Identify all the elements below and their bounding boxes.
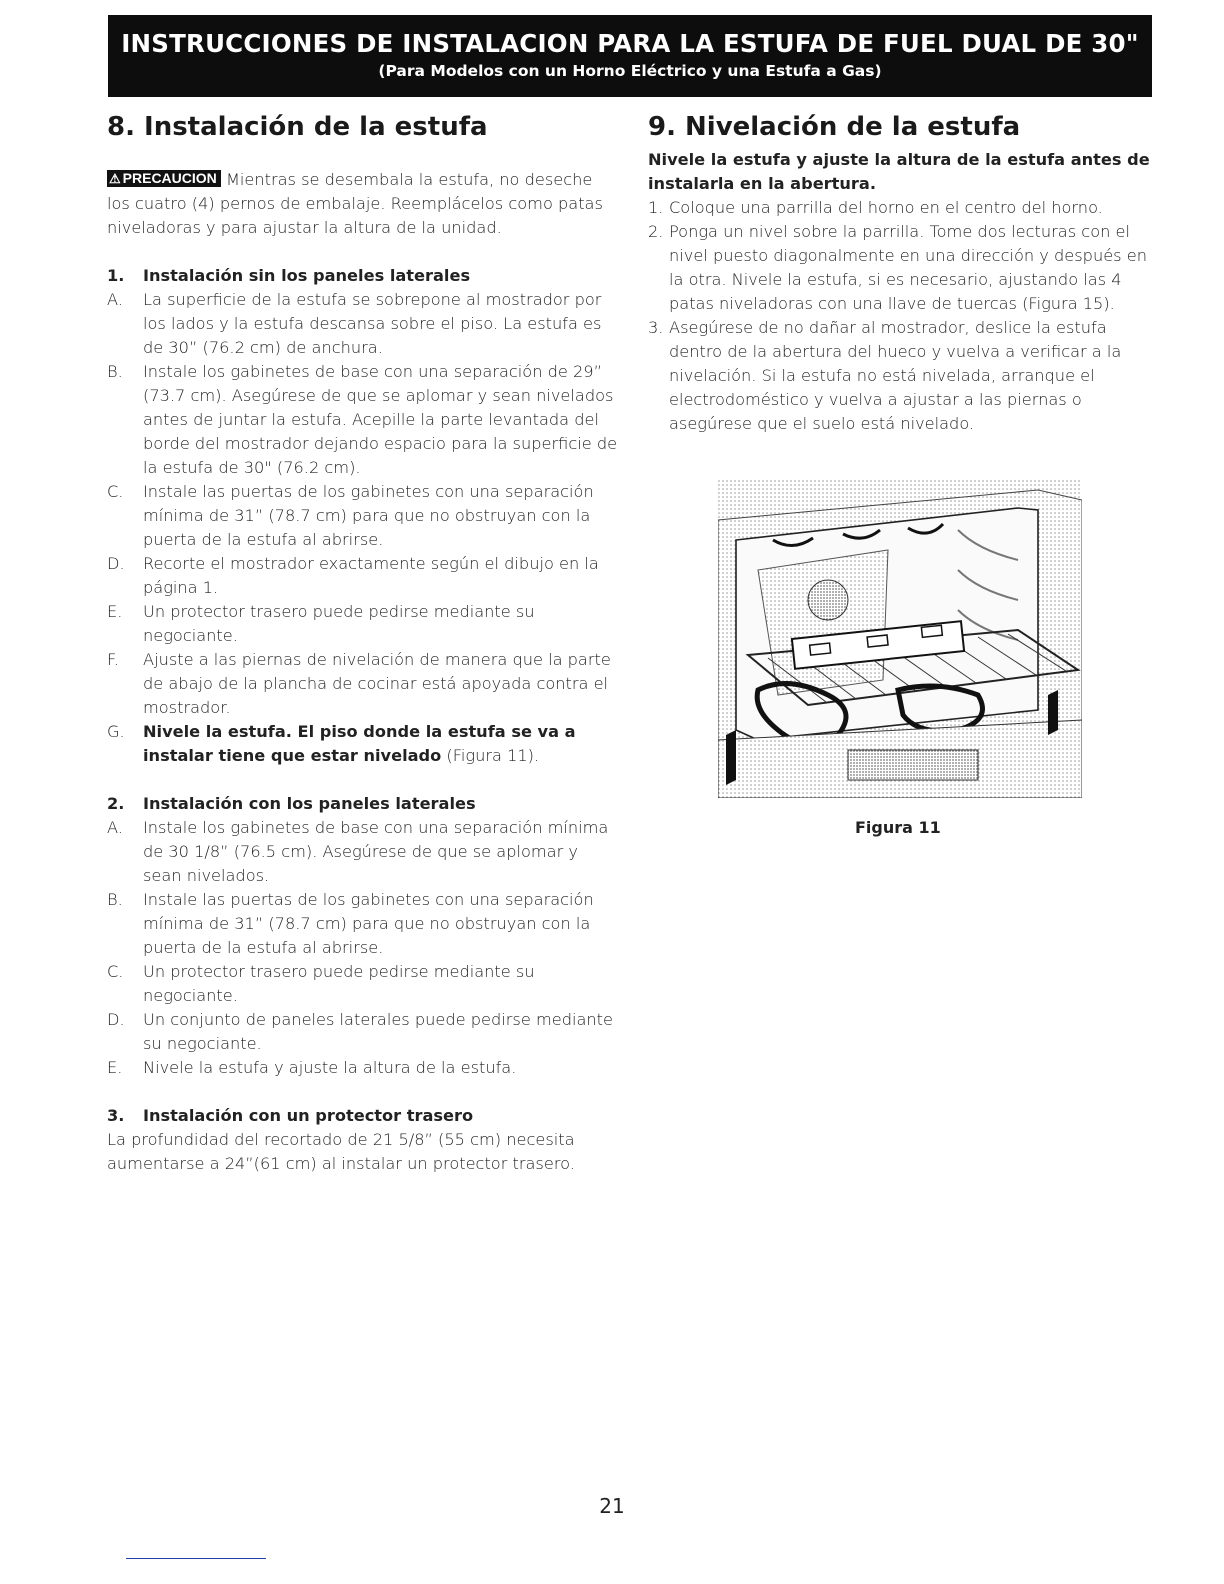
list-marker: D. [107,554,125,573]
list-text: Instale las puertas de los gabinetes con una separación mínima de 31” (78.7 cm) para que no obstruyan con la puerta de la estufa al abrirse. [143,482,594,549]
list-text: Ajuste a las piernas de nivelación de manera que la parte de abajo de la plancha de cocinar está apoyada contra el mostrador. [143,650,611,717]
list-marker: G. [107,722,125,741]
list-text: La superficie de la estufa se sobrepone al mostrador por los lados y la estufa descansa sobre el piso. La estufa es de 30” (76.2 cm) de anchura. [143,290,602,357]
subsection-title: Instalación sin los paneles laterales [143,266,471,285]
document-subtitle: (Para Modelos con un Horno Eléctrico y una Estufa a Gas) [378,62,882,80]
list-item [107,960,619,1008]
list-text: Asegúrese de no dañar al mostrador, deslice la estufa dentro de la abertura del hueco y vuelva a verificar a la nivelación. Si la estufa no está nivelada, arranque el electrodoméstico y vuelva a ajustar a las piernas o asegúrese que el suelo está nivelado. [669,318,1122,433]
list-marker: A. [107,818,123,837]
list-item [107,720,619,768]
subsection-title: Instalación con los paneles laterales [143,794,476,813]
caution-badge [107,170,221,187]
title-banner [108,15,1152,97]
list-item [107,888,619,960]
left-column [107,108,619,1176]
list-marker: A. [107,290,123,309]
list-marker: 2. [648,222,664,241]
list-item [107,1056,619,1080]
list-item [107,360,619,480]
list-item [107,816,619,888]
subsection-number: 3. [107,1106,125,1125]
subsection-1-list [107,288,619,768]
list-marker: D. [107,1010,125,1029]
list-marker: E. [107,1058,123,1077]
document-title: INSTRUCCIONES DE INSTALACION PARA LA ESTUFA DE FUEL DUAL DE 30" [121,29,1139,58]
list-text: Un conjunto de paneles laterales puede pedirse mediante su negociante. [143,1010,613,1053]
list-marker: F. [107,650,119,669]
list-item [648,196,1153,220]
list-text-bold: Nivele la estufa. El piso donde la estufa se va a instalar tiene que estar nivelado [143,722,576,765]
list-item [648,316,1153,436]
list-text: Un protector trasero puede pedirse mediante su negociante. [143,602,535,645]
list-text: Instale las puertas de los gabinetes con una separación mínima de 31” (78.7 cm) para que no obstruyan con la puerta de la estufa al abrirse. [143,890,594,957]
list-text: Instale los gabinetes de base con una separación mínima de 30 1/8” (76.5 cm). Asegúrese de que se aplomar y sean nivelados. [143,818,609,885]
list-text: (Figura 11). [441,746,540,765]
section-9-lead: Nivele la estufa y ajuste la altura de la estufa antes de instalarla en la abertura. [648,150,1150,193]
list-item [107,600,619,648]
list-text: Recorte el mostrador exactamente según el dibujo en la página 1. [143,554,599,597]
section-9-heading: 9. Nivelación de la estufa [648,112,1021,142]
list-marker: 1. [648,198,664,217]
list-marker: E. [107,602,123,621]
subsection-2-list [107,816,619,1080]
subsection-number: 2. [107,794,125,813]
footer-rule [126,1558,266,1559]
list-marker: C. [107,482,124,501]
list-text: Coloque una parrilla del horno en el centro del horno. [669,198,1103,217]
list-text: Ponga un nivel sobre la parrilla. Tome dos lecturas con el nivel puesto diagonalmente en una dirección y después en la otra. Nivele la estufa, si es necesario, ajustando las 4 patas niveladoras con una llave de tuercas (Figura 15). [669,222,1147,313]
list-text: Un protector trasero puede pedirse mediante su negociante. [143,962,535,1005]
list-item [107,1008,619,1056]
caution-text: Mientras se desembala la estufa, no deseche los cuatro (4) pernos de embalaje. Reemplácelos como patas niveladoras y para ajustar la altura de la unidad. [107,170,603,237]
list-marker: C. [107,962,124,981]
list-item [107,480,619,552]
section-9-list [648,196,1153,436]
subsection-3-text: La profundidad del recortado de 21 5/8” (55 cm) necesita aumentarse a 24”(61 cm) al instalar un protector trasero. [107,1130,575,1173]
list-marker: B. [107,890,123,909]
right-column [648,108,1153,436]
list-item [107,552,619,600]
list-item [107,648,619,720]
oven-leveling-illustration [718,480,1082,798]
caution-paragraph [107,168,619,240]
list-item [648,220,1153,316]
list-item [107,288,619,360]
list-marker: B. [107,362,123,381]
page-number: 21 [599,1494,625,1518]
subsection-title: Instalación con un protector trasero [143,1106,474,1125]
subsection-number: 1. [107,266,125,285]
subsection-3-heading [107,1104,619,1128]
subsection-1-heading [107,264,619,288]
subsection-2-heading [107,792,619,816]
list-marker: 3. [648,318,664,337]
warning-triangle-icon: ⚠ [109,171,121,186]
list-text: Instale los gabinetes de base con una separación de 29” (73.7 cm). Asegúrese de que se aplomar y sean nivelados antes de juntar la estufa. Acepille la parte levantada del borde del mostrador dejando espacio para la superficie de la estufa de 30" (76.2 cm). [143,362,618,477]
figure-caption: Figura 11 [855,818,941,837]
section-8-heading: 8. Instalación de la estufa [107,112,488,142]
caution-label: PRECAUCION [122,170,217,186]
list-text: Nivele la estufa y ajuste la altura de la estufa. [143,1058,517,1077]
